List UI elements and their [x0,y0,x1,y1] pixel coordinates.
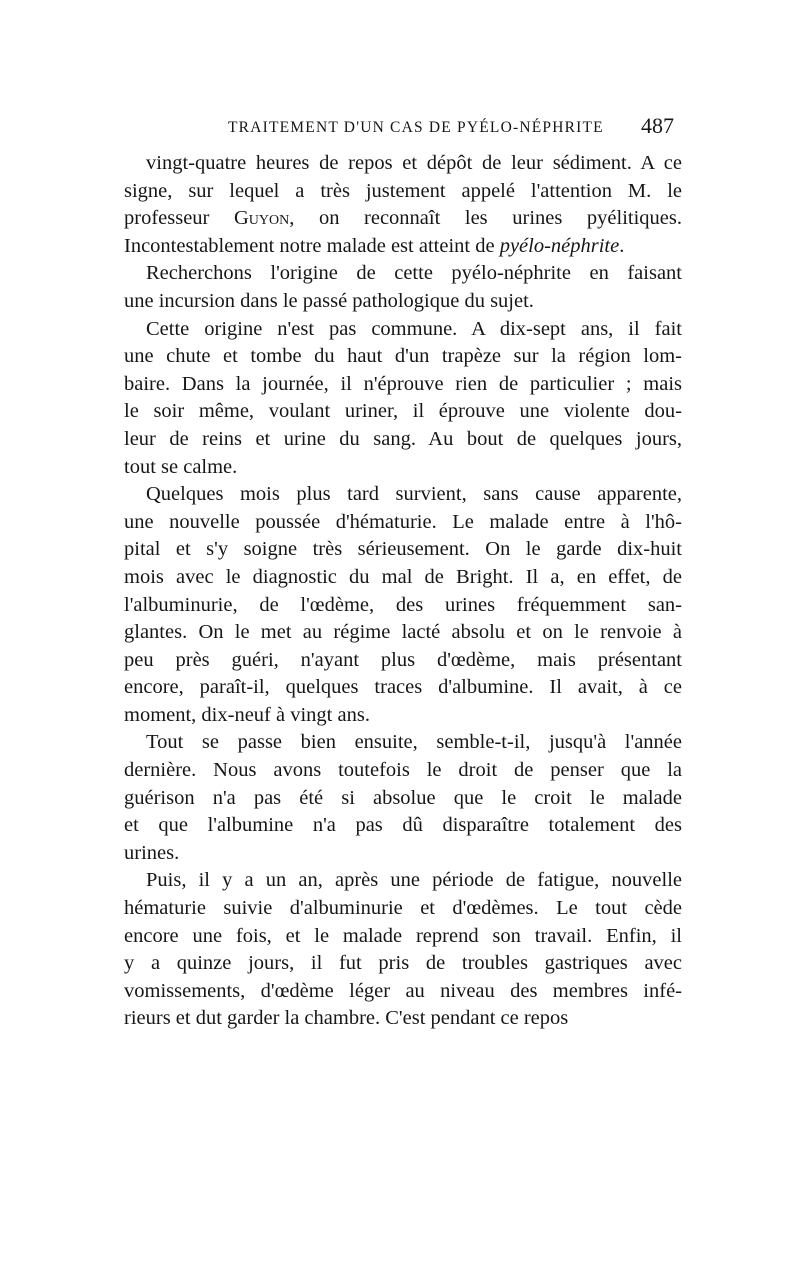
text-segment: baire. Dans la journée, il n'éprouve rien de particulier ; mais [124,372,682,395]
text-segment: pital et s'y soigne très sérieusement. On le garde dix-huit [124,538,682,561]
text-segment: encore une fois, et le malade reprend son travail. Enfin, il [124,924,682,947]
text-line [124,509,682,537]
text-line [124,895,682,923]
paragraph [124,150,682,260]
text-segment: rieurs et dut garder la chambre. C'est pendant ce repos [124,1007,569,1030]
text-segment: le soir même, voulant uriner, il éprouve une violente dou- [124,400,682,423]
text-line [124,288,682,316]
emphasis-text: pyélo-néphrite [499,234,620,257]
page-header [124,113,682,145]
text-segment: . [619,234,625,257]
text-line [124,481,682,509]
paragraph [124,729,682,867]
text-line [124,867,682,895]
text-line [124,150,682,178]
text-line [124,757,682,785]
text-segment: encore, paraît-il, quelques traces d'albumine. Il avait, à ce [124,676,682,699]
text-line [124,398,682,426]
text-segment: , on reconnaît les urines pyélitiques. [289,207,683,230]
text-segment: une nouvelle poussée d'hématurie. Le malade entre à l'hô- [124,510,682,533]
text-line [124,812,682,840]
text-line [124,785,682,813]
text-line [124,674,682,702]
paragraph [124,867,682,1033]
text-line [124,923,682,951]
text-segment: une chute et tombe du haut d'un trapèze sur la région lom- [124,345,682,368]
paragraph [124,316,682,482]
text-line [124,647,682,675]
page-number: 487 [641,113,674,138]
body-text [124,150,682,1033]
text-line [124,343,682,371]
text-segment: hématurie suivie d'albuminurie et d'œdèmes. Le tout cède [124,897,682,920]
text-line [124,978,682,1006]
text-segment: et que l'albumine n'a pas dû disparaître totalement des [124,814,682,837]
text-segment: tout se calme. [124,455,238,478]
text-segment: leur de reins et urine du sang. Au bout de quelques jours, [124,427,682,450]
text-line [124,619,682,647]
text-segment: dernière. Nous avons toutefois le droit de penser que la [124,759,682,782]
text-segment: guérison n'a pas été si absolue que le croit le malade [124,786,682,809]
text-segment: professeur [124,207,234,230]
text-segment: moment, dix-neuf à vingt ans. [124,703,370,726]
text-segment: y a quinze jours, il fut pris de troubles gastriques avec [124,952,682,975]
text-line [124,729,682,757]
text-line [124,1005,682,1033]
text-line [124,178,682,206]
text-segment: Puis, il y a un an, après une période de fatigue, nouvelle [146,869,682,892]
text-segment: Recherchons l'origine de cette pyélo-néphrite en faisant [146,262,682,285]
text-segment: urines. [124,841,180,864]
text-line [124,233,682,261]
text-line [124,316,682,344]
text-line [124,371,682,399]
running-title: TRAITEMENT D'UN CAS DE PYÉLO-NÉPHRITE [228,119,604,136]
text-line [124,205,682,233]
text-segment: l'albuminurie, de l'œdème, des urines fréquemment san- [124,593,682,616]
text-line [124,536,682,564]
text-line [124,950,682,978]
paragraph [124,260,682,315]
text-line [124,564,682,592]
text-segment: signe, sur lequel a très justement appelé l'attention M. le [124,179,682,202]
text-segment: vomissements, d'œdème léger au niveau des membres infé- [124,979,682,1002]
text-segment: vingt-quatre heures de repos et dépôt de leur sédiment. A ce [146,152,682,174]
text-line [124,702,682,730]
text-segment: Quelques mois plus tard survient, sans cause apparente, [146,483,682,506]
text-line [124,840,682,868]
text-segment: Incontestablement notre malade est atteint de [124,234,500,257]
paragraph [124,481,682,729]
text-line [124,454,682,482]
text-segment: Cette origine n'est pas commune. A dix-sept ans, il fait [146,317,682,340]
text-segment: peu près guéri, n'ayant plus d'œdème, mais présentant [124,648,682,671]
author-name: Guyon [233,207,290,230]
text-line [124,260,682,288]
text-segment: mois avec le diagnostic du mal de Bright. Il a, en effet, de [124,565,682,588]
text-line [124,426,682,454]
text-line [124,592,682,620]
text-segment: une incursion dans le passé pathologique du sujet. [124,289,534,312]
text-segment: Tout se passe bien ensuite, semble-t-il, jusqu'à l'année [146,731,682,754]
text-segment: glantes. On le met au régime lacté absolu et on le renvoie à [124,621,682,644]
